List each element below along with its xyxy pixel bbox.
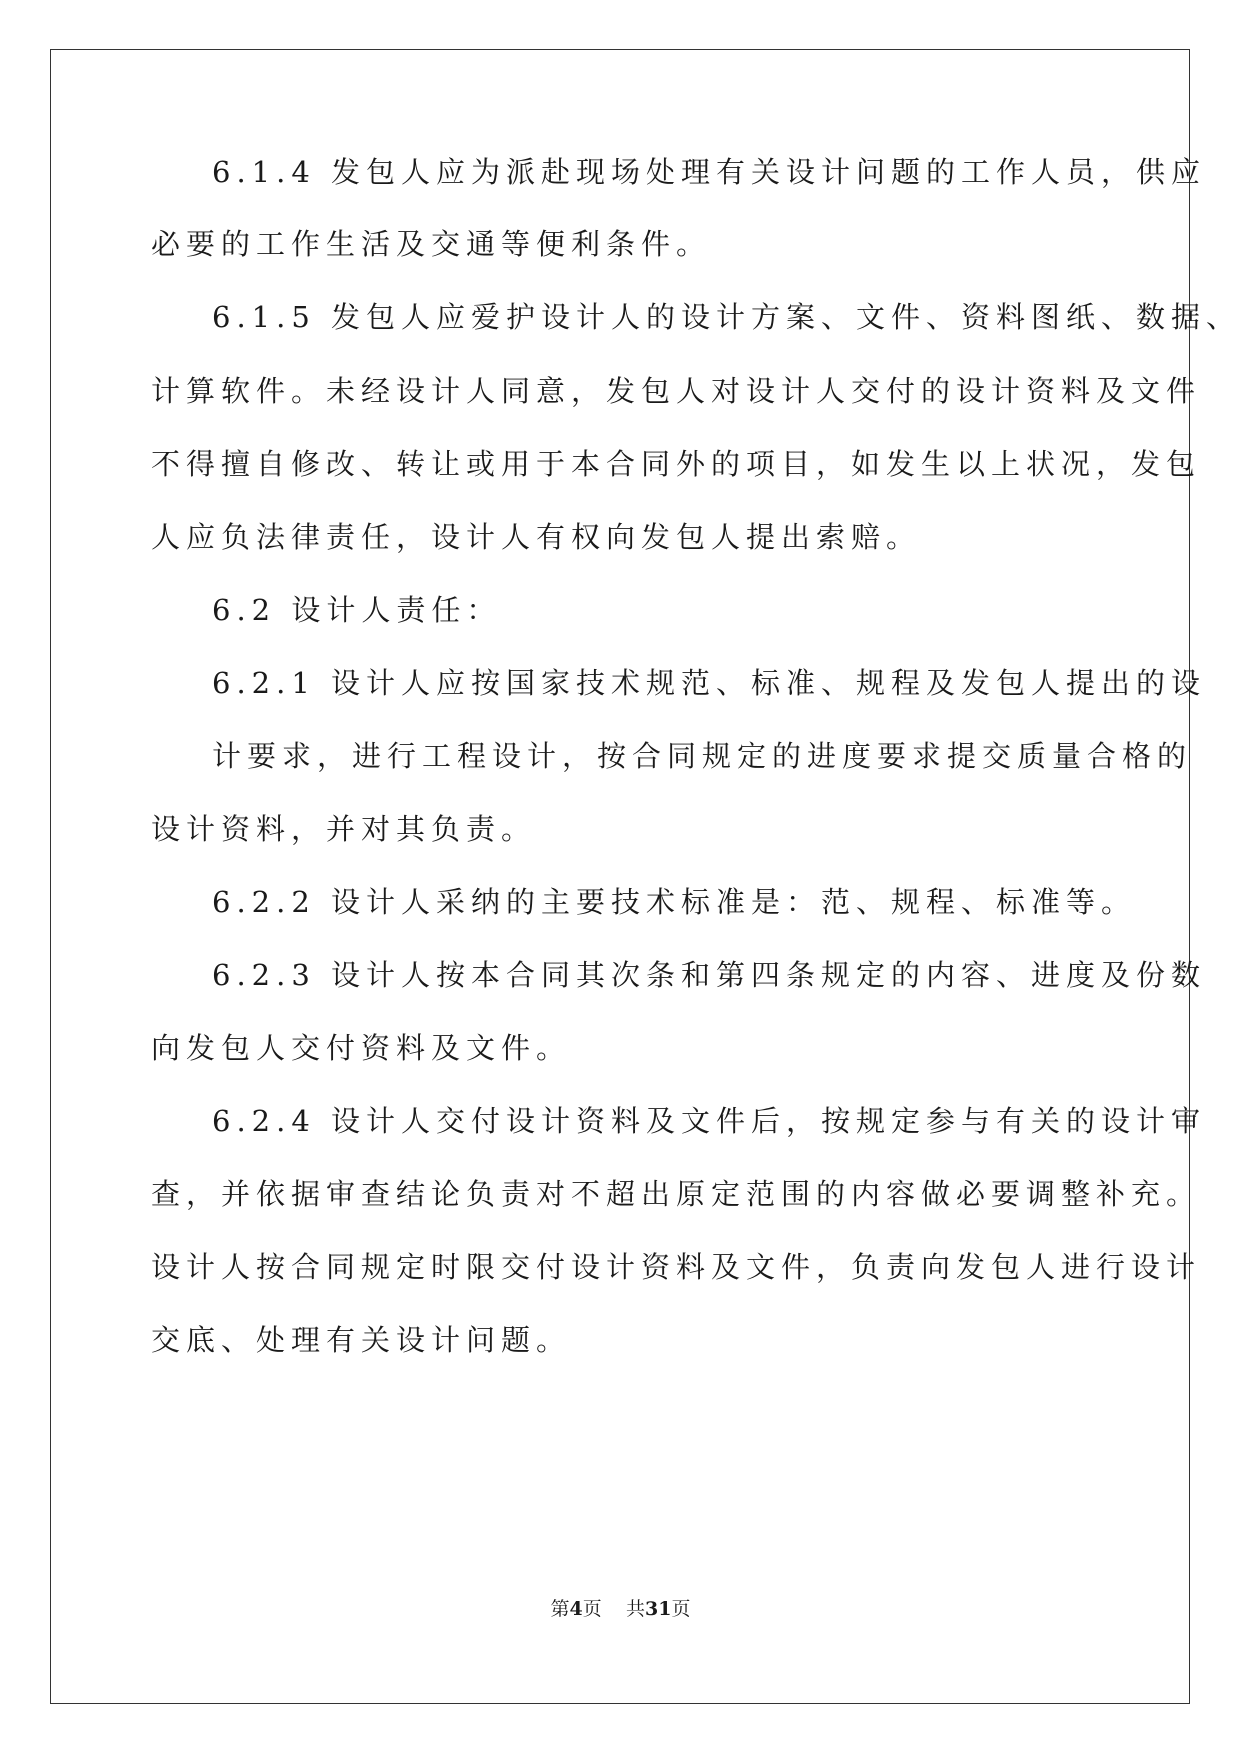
paragraph-line: 必要的工作生活及交通等便利条件。: [151, 227, 712, 261]
paragraph-line: 不得擅自修改、转让或用于本合同外的项目，如发生以上状况，发包: [151, 447, 1202, 481]
total-suffix: 页: [671, 1598, 691, 1620]
total-pages: 31: [644, 1598, 672, 1620]
page-footer: [0, 1596, 1241, 1622]
paragraph-line: 计算软件。未经设计人同意，发包人对设计人交付的设计资料及文件: [151, 374, 1202, 408]
paragraph-line: 交底、处理有关设计问题。: [151, 1323, 572, 1357]
page-suffix: 页: [582, 1598, 602, 1620]
paragraph-line: 6.1.5 发包人应爱护设计人的设计方案、文件、资料图纸、数据、: [212, 300, 1241, 334]
paragraph-line: 6.2.1 设计人应按国家技术规范、标准、规程及发包人提出的设: [212, 666, 1207, 700]
paragraph-line: 向发包人交付资料及文件。: [151, 1031, 572, 1065]
section-heading: 6.2 设计人责任：: [212, 593, 502, 627]
page-prefix: 第: [550, 1598, 570, 1620]
paragraph-line: 设计资料，并对其负责。: [151, 812, 537, 846]
paragraph-line: 6.1.4 发包人应为派赴现场处理有关设计问题的工作人员，供应: [212, 155, 1207, 189]
paragraph-line: 6.2.3 设计人按本合同其次条和第四条规定的内容、进度及份数: [212, 958, 1207, 992]
total-prefix: 共: [625, 1598, 645, 1620]
paragraph-line: 设计人按合同规定时限交付设计资料及文件，负责向发包人进行设计: [151, 1250, 1202, 1284]
page-number: 4: [569, 1598, 583, 1620]
paragraph-line: 查，并依据审查结论负责对不超出原定范围的内容做必要调整补充。: [151, 1177, 1202, 1211]
paragraph-line: 计要求，进行工程设计，按合同规定的进度要求提交质量合格的: [212, 739, 1193, 773]
paragraph-line: 6.2.4 设计人交付设计资料及文件后，按规定参与有关的设计审: [212, 1104, 1207, 1138]
paragraph-line: 6.2.2 设计人采纳的主要技术标准是：范、规程、标准等。: [212, 885, 1137, 919]
paragraph-line: 人应负法律责任，设计人有权向发包人提出索赔。: [151, 520, 922, 554]
